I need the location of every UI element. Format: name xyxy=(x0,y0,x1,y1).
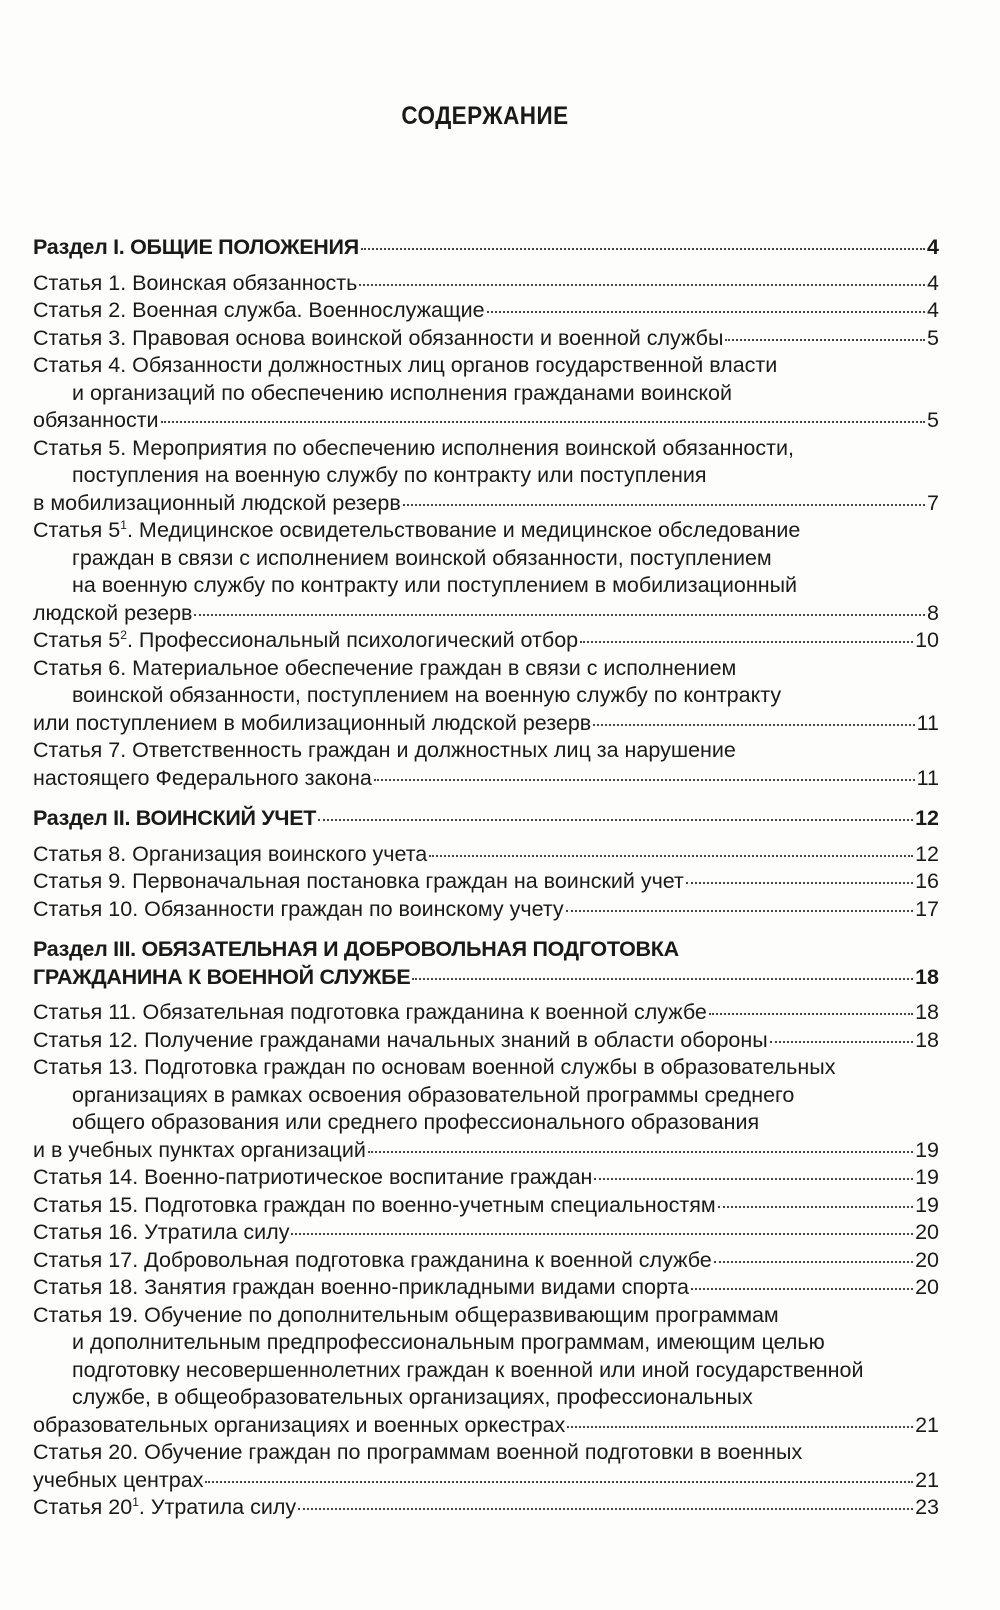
toc-entry-text: Статья 11. Обязательная подготовка гражданина к военной службе xyxy=(33,1000,707,1024)
page-number: 20 xyxy=(915,1247,939,1272)
toc-entry-text: Статья $20^1$. Утратила силу xyxy=(33,1494,297,1519)
toc-article-entry[interactable] xyxy=(33,1247,939,1275)
toc-entry-text: Раздел I. ОБЩИЕ ПОЛОЖЕНИЯ xyxy=(33,235,359,259)
toc-entry-text: людской резерв xyxy=(33,600,193,625)
dot-leader xyxy=(725,338,925,341)
dot-leader xyxy=(709,1012,913,1015)
toc-section-entry[interactable] xyxy=(33,805,939,833)
toc-entry-text: службе, в общеобразовательных организациях, профессиональных xyxy=(72,1385,753,1409)
page-number: 7 xyxy=(927,490,939,515)
toc-entry-text: Статья $5^1$. Медицинское освидетельствование и медицинское обследование xyxy=(33,517,801,542)
page-number: 17 xyxy=(915,896,939,921)
page-number: 10 xyxy=(915,628,939,652)
toc-entry-text: Статья 17. Добровольная подготовка гражданина к военной службе xyxy=(33,1247,712,1272)
toc-article-entry[interactable] xyxy=(33,655,939,738)
page-number: 8 xyxy=(927,600,939,625)
toc-entry-line xyxy=(33,765,939,793)
toc-entry-line xyxy=(33,682,939,710)
dot-leader xyxy=(593,723,914,726)
toc-entry-line xyxy=(33,1329,939,1357)
toc-entry-text: ГРАЖДАНИНА К ВОЕННОЙ СЛУЖБЕ xyxy=(33,964,411,989)
toc-entry-line xyxy=(33,1302,939,1330)
toc-entry-text: и организаций по обеспечению исполнения гражданами воинской xyxy=(72,380,732,405)
toc-entry-text: Статья 20. Обучение граждан по программам военной подготовки в военных xyxy=(33,1440,803,1464)
toc-article-entry[interactable] xyxy=(33,627,939,655)
toc-entry-text: Статья 9. Первоначальная постановка граждан на воинский учет xyxy=(33,869,684,893)
toc-entry-text: Статья 8. Организация воинского учета xyxy=(33,841,428,866)
toc-article-entry[interactable] xyxy=(33,1054,939,1164)
toc-entry-text: Статья 7. Ответственность граждан и должностных лиц за нарушение xyxy=(33,738,736,762)
toc-entry-text: и в учебных пунктах организаций xyxy=(33,1137,366,1162)
toc-article-entry[interactable] xyxy=(33,737,939,792)
toc-entry-line xyxy=(33,1412,939,1440)
page-number: 5 xyxy=(927,408,939,432)
toc-entry-line xyxy=(33,380,939,408)
dot-leader xyxy=(714,1260,913,1263)
toc-article-entry[interactable] xyxy=(33,841,939,869)
toc-entry-text: Статья 13. Подготовка граждан по основам военной службы в образовательных xyxy=(33,1055,836,1079)
toc-entry-line xyxy=(33,1082,939,1110)
toc-section-entry[interactable] xyxy=(33,234,939,262)
toc-entry-line xyxy=(33,1439,939,1467)
toc-article-entry[interactable] xyxy=(33,1494,939,1522)
dot-leader xyxy=(412,977,913,980)
toc-entry-line xyxy=(33,655,939,683)
toc-section-entry[interactable] xyxy=(33,936,939,991)
toc-article-entry[interactable] xyxy=(33,868,939,896)
toc-entry-superscript: 1 xyxy=(132,1494,139,1509)
dot-leader xyxy=(368,1150,913,1153)
page-number: 23 xyxy=(915,1495,939,1519)
toc-article-entry[interactable] xyxy=(33,325,939,353)
toc-entry-line xyxy=(33,896,939,924)
dot-leader xyxy=(194,613,925,616)
toc-entry-line xyxy=(33,407,939,435)
toc-entry-prefix: Статья 5 xyxy=(33,628,121,652)
toc-entry-text: общего образования или среднего профессионального образования xyxy=(72,1110,760,1134)
toc-entry-text: подготовку несовершеннолетних граждан к военной или иной государственной xyxy=(72,1357,864,1382)
toc-article-entry[interactable] xyxy=(33,896,939,924)
toc-entry-text: и дополнительным предпрофессиональным программам, имеющим целью xyxy=(72,1330,825,1354)
page-number: 18 xyxy=(915,1027,939,1052)
toc-entry-line xyxy=(33,545,939,573)
dot-leader xyxy=(594,1177,913,1180)
dot-leader xyxy=(566,909,913,912)
page-number: 19 xyxy=(915,1137,939,1162)
toc-entry-line xyxy=(33,517,939,545)
page-number: 19 xyxy=(915,1192,939,1217)
toc-entry-line xyxy=(33,1384,939,1412)
toc-article-entry[interactable] xyxy=(33,435,939,518)
toc-entry-text: Раздел III. ОБЯЗАТЕЛЬНАЯ И ДОБРОВОЛЬНАЯ ПОДГОТОВКА xyxy=(33,937,679,961)
toc-entry-line xyxy=(33,1137,939,1165)
toc-entry-line xyxy=(33,999,939,1027)
dot-leader xyxy=(298,1507,913,1510)
dot-leader xyxy=(205,1480,913,1483)
toc-entry-line xyxy=(33,1027,939,1055)
dot-leader xyxy=(429,854,913,857)
dot-leader xyxy=(487,310,925,313)
page-number: 16 xyxy=(915,869,939,893)
toc-article-entry[interactable] xyxy=(33,352,939,435)
toc-article-entry[interactable] xyxy=(33,297,939,325)
toc-article-entry[interactable] xyxy=(33,270,939,298)
toc-entry-text: Статья 15. Подготовка граждан по военно-учетным специальностям xyxy=(33,1192,716,1217)
toc-entry-text: Статья $5^2$. Профессиональный психологический отбор xyxy=(33,627,579,652)
page-number: 12 xyxy=(915,806,939,830)
toc-entry-text: обязанности xyxy=(33,408,159,432)
toc-entry-line xyxy=(33,1247,939,1275)
toc-entry-line xyxy=(33,1054,939,1082)
dot-leader xyxy=(567,1425,913,1428)
toc-entry-superscript: 2 xyxy=(120,627,127,642)
toc-entry-line xyxy=(33,297,939,325)
toc-article-entry[interactable] xyxy=(33,1302,939,1440)
page-number: 11 xyxy=(916,710,939,735)
toc-entry-line xyxy=(33,1164,939,1192)
toc-entry-line xyxy=(33,234,939,262)
toc-entry-text: на военную службу по контракту или поступлением в мобилизационный xyxy=(72,573,798,597)
toc-entry-line xyxy=(33,1219,939,1247)
toc-entry-text: поступления на военную службу по контракту или поступления xyxy=(72,463,707,487)
toc-article-entry[interactable] xyxy=(33,517,939,627)
toc-entry-line xyxy=(33,352,939,380)
toc-article-entry[interactable] xyxy=(33,999,939,1027)
toc-entry-line xyxy=(33,1274,939,1302)
dot-leader xyxy=(374,778,915,781)
toc-entry-text: в мобилизационный людской резерв xyxy=(33,490,401,515)
toc-entry-line xyxy=(33,964,939,992)
toc-entry-line xyxy=(33,936,939,964)
toc-entry-line xyxy=(33,462,939,490)
toc-entry-text: образовательных организациях и военных оркестрах xyxy=(33,1412,566,1437)
toc-entry-text: Статья 2. Военная служба. Военнослужащие xyxy=(33,298,485,322)
page-number: 11 xyxy=(916,765,939,790)
page-number: 21 xyxy=(915,1467,939,1492)
toc-entry-superscript: 1 xyxy=(120,517,127,532)
toc-entry-text: Статья 4. Обязанности должностных лиц органов государственной власти xyxy=(33,353,778,377)
toc-entry-prefix: Статья 20 xyxy=(33,1495,133,1519)
toc-entry-line xyxy=(33,572,939,600)
toc-entry-text: Статья 12. Получение гражданами начальных знаний в области обороны xyxy=(33,1027,768,1052)
toc-entry-text: Статья 6. Материальное обеспечение граждан в связи с исполнением xyxy=(33,655,737,680)
toc-article-entry[interactable] xyxy=(33,1274,939,1302)
dot-leader xyxy=(686,881,913,884)
dot-leader xyxy=(691,1287,913,1290)
toc-entry-text: Статья 1. Воинская обязанность xyxy=(33,270,358,295)
toc-entry-line xyxy=(33,270,939,298)
toc-entry-line xyxy=(33,737,939,765)
toc-entry-line xyxy=(33,1467,939,1495)
toc-entry-line xyxy=(33,1357,939,1385)
dot-leader xyxy=(580,640,913,643)
toc-entry-text: организациях в рамках освоения образовательной программы среднего xyxy=(72,1082,795,1107)
toc-entry-text: Статья 14. Военно-патриотическое воспитание граждан xyxy=(33,1165,593,1189)
toc-entry-line xyxy=(33,490,939,518)
page-title: СОДЕРЖАНИЕ xyxy=(401,102,569,130)
page-number: 18 xyxy=(915,964,939,989)
toc-entry-line xyxy=(33,325,939,353)
page-number: 19 xyxy=(915,1165,939,1189)
page-number: 18 xyxy=(915,1000,939,1024)
toc-article-entry[interactable] xyxy=(33,1439,939,1494)
dot-leader xyxy=(359,283,925,286)
table-of-contents xyxy=(33,234,939,1522)
dot-leader xyxy=(161,420,925,423)
dot-leader xyxy=(403,503,925,506)
dot-leader xyxy=(361,247,925,250)
toc-article-entry[interactable] xyxy=(33,1192,939,1220)
page-number: 4 xyxy=(927,298,939,322)
toc-article-entry[interactable] xyxy=(33,1219,939,1247)
toc-entry-line xyxy=(33,805,939,833)
toc-entry-text: Статья 3. Правовая основа воинской обязанности и военной службы xyxy=(33,325,724,350)
toc-entry-text: Статья 19. Обучение по дополнительным общеразвивающим программам xyxy=(33,1302,779,1327)
toc-entry-text: Статья 10. Обязанности граждан по воинскому учету xyxy=(33,896,564,921)
toc-article-entry[interactable] xyxy=(33,1027,939,1055)
toc-entry-text: учебных центрах xyxy=(33,1467,204,1492)
dot-leader xyxy=(291,1232,913,1235)
toc-entry-text: Статья 5. Мероприятия по обеспечению исполнения воинской обязанности, xyxy=(33,435,794,460)
toc-entry-prefix: Статья 5 xyxy=(33,518,121,542)
toc-entry-line xyxy=(33,1109,939,1137)
toc-article-entry[interactable] xyxy=(33,1164,939,1192)
page-number: 4 xyxy=(927,270,939,295)
toc-entry-text: воинской обязанности, поступлением на военную службу по контракту xyxy=(72,683,782,707)
dot-leader xyxy=(770,1040,913,1043)
toc-entry-line xyxy=(33,600,939,628)
toc-entry-text: настоящего Федерального закона xyxy=(33,765,372,790)
toc-entry-text: Статья 18. Занятия граждан военно-прикладными видами спорта xyxy=(33,1275,690,1299)
toc-entry-line xyxy=(33,1494,939,1522)
toc-entry-text: граждан в связи с исполнением воинской обязанности, поступлением xyxy=(72,545,772,570)
page-number: 20 xyxy=(915,1275,939,1299)
page-number: 5 xyxy=(927,325,939,350)
toc-entry-text: Статья 16. Утратила силу xyxy=(33,1220,290,1244)
toc-entry-line xyxy=(33,1192,939,1220)
page-number: 12 xyxy=(915,841,939,866)
page-number: 4 xyxy=(927,235,939,259)
toc-entry-line xyxy=(33,710,939,738)
toc-entry-line xyxy=(33,841,939,869)
toc-entry-line xyxy=(33,627,939,655)
page-number: 21 xyxy=(915,1412,939,1437)
toc-entry-text: Раздел II. ВОИНСКИЙ УЧЕТ xyxy=(33,806,317,830)
page-number: 20 xyxy=(915,1220,939,1244)
toc-entry-line xyxy=(33,435,939,463)
dot-leader xyxy=(318,818,913,821)
dot-leader xyxy=(718,1205,913,1208)
toc-entry-text: или поступлением в мобилизационный людской резерв xyxy=(33,710,592,735)
toc-entry-line xyxy=(33,868,939,896)
